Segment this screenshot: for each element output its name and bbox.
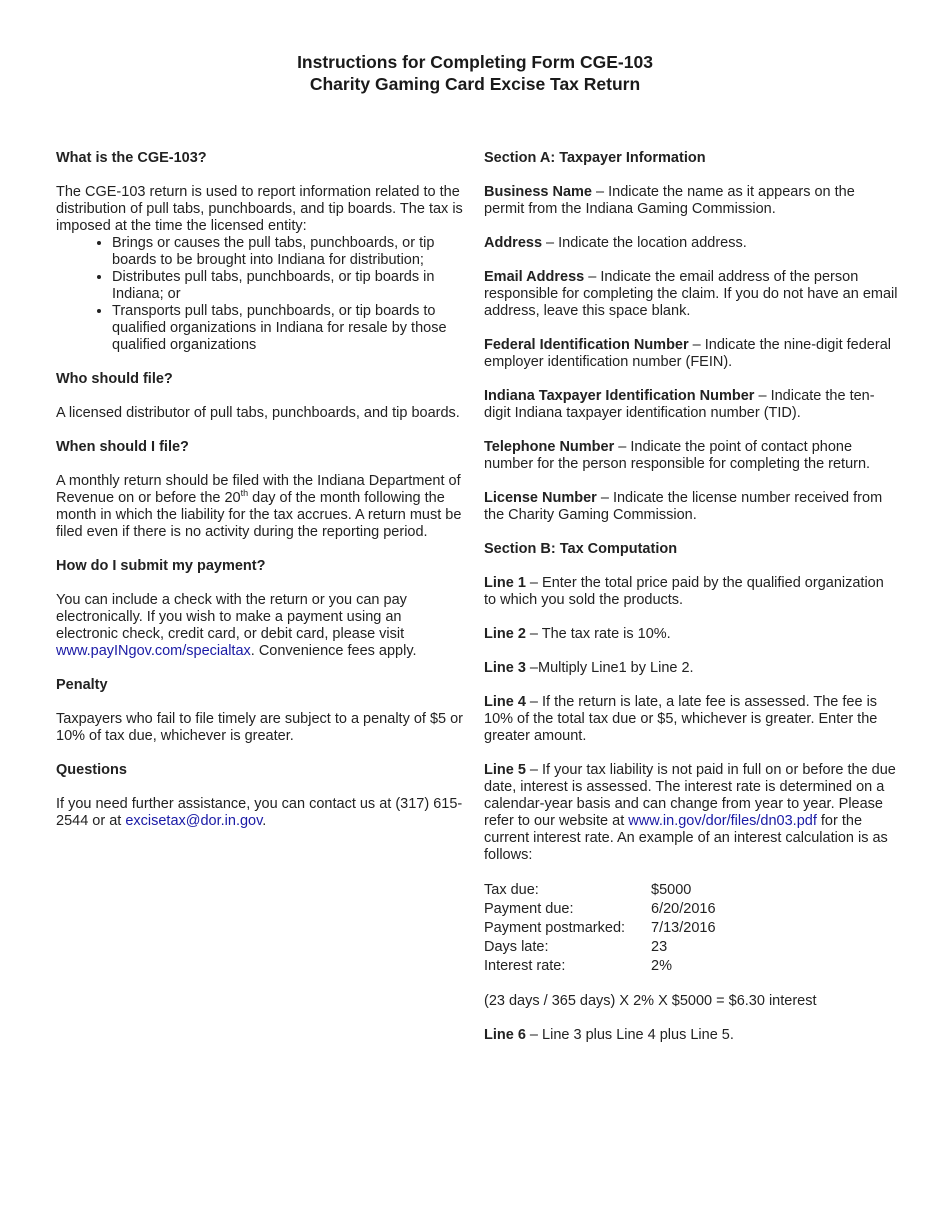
line-4-label: Line 4: [484, 694, 526, 710]
phone-label: Telephone Number: [484, 439, 615, 455]
line-5-text-b: for the current interest rate. An example of an interest calculation is as follows:: [484, 813, 888, 863]
table-row: [484, 919, 716, 938]
payment-text: [56, 592, 466, 660]
example-key: Payment due:: [484, 901, 574, 917]
what-bullet-list: [56, 235, 466, 354]
title-line-1: Instructions for Completing Form CGE-103: [297, 52, 653, 72]
when-text-part-b: day of the month following the month in which the liability for the tax accrues. A return must be filed even if there is no activity during the reporting period.: [56, 490, 462, 540]
phone-text: – Indicate the point of contact phone number for the person responsible for completing the return.: [484, 439, 871, 472]
line-2-label: Line 2: [484, 626, 526, 642]
business-name-text: – Indicate the name as it appears on the permit from the Indiana Gaming Commission.: [484, 184, 855, 217]
questions-text-part-a: If you need further assistance, you can contact us at (317) 615-2544 or at: [56, 796, 463, 829]
who-text: A licensed distributor of pull tabs, punchboards, and tip boards.: [56, 405, 460, 421]
example-key: Interest rate:: [484, 958, 566, 974]
line-5-label: Line 5: [484, 762, 526, 778]
example-value: 7/13/2016: [651, 920, 716, 936]
questions-heading: Questions: [56, 762, 127, 778]
fein-label: Federal Identification Number: [484, 337, 689, 353]
example-key: Tax due:: [484, 882, 539, 898]
interest-formula: (23 days / 365 days) X 2% X $5000 = $6.30 interest: [484, 993, 817, 1009]
line-6-item: [484, 1027, 899, 1044]
line-1-text: – Enter the total price paid by the qualified organization to which you sold the products.: [484, 575, 884, 608]
table-row: [484, 957, 716, 976]
list-item: • Brings or causes the pull tabs, punchboards, or tip boards to be brought into Indiana for distribution;: [112, 235, 466, 269]
line-2-item: [484, 626, 899, 643]
address-text: – Indicate the location address.: [542, 235, 747, 251]
line-3-item: [484, 660, 899, 677]
line-1-item: [484, 575, 899, 609]
line-6-label: Line 6: [484, 1027, 526, 1043]
table-row: [484, 900, 716, 919]
example-key: Payment postmarked:: [484, 920, 626, 936]
address-label: Address: [484, 235, 543, 251]
tid-text: – Indicate the ten-digit Indiana taxpayer identification number (TID).: [484, 388, 875, 421]
email-item: [484, 269, 899, 320]
license-label: License Number: [484, 490, 597, 506]
license-text: – Indicate the license number received from the Charity Gaming Commission.: [484, 490, 883, 523]
when-superscript: th: [240, 488, 249, 499]
left-column: [56, 150, 466, 847]
interest-example-table: [484, 881, 716, 976]
line-4-item: [484, 694, 899, 745]
section-b-heading: Section B: Tax Computation: [484, 541, 678, 557]
payment-text-part-a: You can include a check with the return or you can pay electronically. If you wish to make a payment using an electronic check, credit card, or debit card, please visit: [56, 592, 407, 642]
when-heading: When should I file?: [56, 439, 189, 455]
title-line-2: Charity Gaming Card Excise Tax Return: [309, 74, 641, 94]
payment-text-part-b: . Convenience fees apply.: [250, 643, 417, 659]
when-text: [56, 473, 466, 541]
list-item: • Transports pull tabs, punchboards, or tip boards to qualified organizations in Indiana for resale by those qualified organizations: [112, 303, 466, 354]
payment-link[interactable]: www.payINgov.com/specialtax: [56, 643, 251, 659]
table-row: [484, 938, 716, 957]
line-3-text: –Multiply Line1 by Line 2.: [525, 660, 694, 676]
business-name-label: Business Name: [484, 184, 592, 200]
questions-text: [56, 796, 466, 830]
what-intro: The CGE-103 return is used to report information related to the distribution of pull tabs, punchboards, and tip boards. The tax is imposed at the time the licensed entity:: [56, 184, 463, 234]
address-item: [484, 235, 899, 252]
when-text-part-a: A monthly return should be filed with the Indiana Department of Revenue on or before the 20: [56, 473, 461, 506]
tid-item: [484, 388, 899, 422]
line-4-text: – If the return is late, a late fee is assessed. The fee is 10% of the total tax due or $5, whichever is greater. Enter the greater amount.: [484, 694, 878, 744]
example-value: 6/20/2016: [651, 901, 716, 917]
email-link[interactable]: excisetax@dor.in.gov: [125, 813, 263, 829]
business-name-item: [484, 184, 899, 218]
example-value: 23: [651, 939, 668, 955]
table-row: [484, 881, 716, 900]
line-2-text: – The tax rate is 10%.: [525, 626, 671, 642]
payment-heading: How do I submit my payment?: [56, 558, 266, 574]
phone-item: [484, 439, 899, 473]
list-item: • Distributes pull tabs, punchboards, or tip boards in Indiana; or: [112, 269, 466, 303]
penalty-heading: Penalty: [56, 677, 108, 693]
email-label: Email Address: [484, 269, 585, 285]
document-title: [0, 51, 950, 95]
who-heading: Who should file?: [56, 371, 173, 387]
right-column: [484, 150, 899, 1061]
example-key: Days late:: [484, 939, 549, 955]
email-text: – Indicate the email address of the person responsible for completing the claim. If you do not have an email address, leave this space blank.: [484, 269, 898, 319]
section-a-heading: Section A: Taxpayer Information: [484, 150, 706, 166]
fein-item: [484, 337, 899, 371]
line-3-label: Line 3: [484, 660, 526, 676]
example-value: $5000: [651, 882, 692, 898]
tid-label: Indiana Taxpayer Identification Number: [484, 388, 755, 404]
line-5-item: [484, 762, 899, 864]
fein-text: – Indicate the nine-digit federal employer identification number (FEIN).: [484, 337, 891, 370]
what-heading: What is the CGE-103?: [56, 150, 207, 166]
penalty-text: Taxpayers who fail to file timely are subject to a penalty of $5 or 10% of tax due, whichever is greater.: [56, 711, 464, 744]
example-value: 2%: [651, 958, 672, 974]
interest-rate-link[interactable]: www.in.gov/dor/files/dn03.pdf: [628, 813, 817, 829]
line-5-text-a: – If your tax liability is not paid in full on or before the due date, interest is assessed. The interest rate is determined on a calendar-year basis and can change from year to year. Please refer to our website at: [484, 762, 896, 829]
line-1-label: Line 1: [484, 575, 526, 591]
license-item: [484, 490, 899, 524]
questions-text-part-b: .: [262, 813, 267, 829]
line-6-text: – Line 3 plus Line 4 plus Line 5.: [525, 1027, 734, 1043]
